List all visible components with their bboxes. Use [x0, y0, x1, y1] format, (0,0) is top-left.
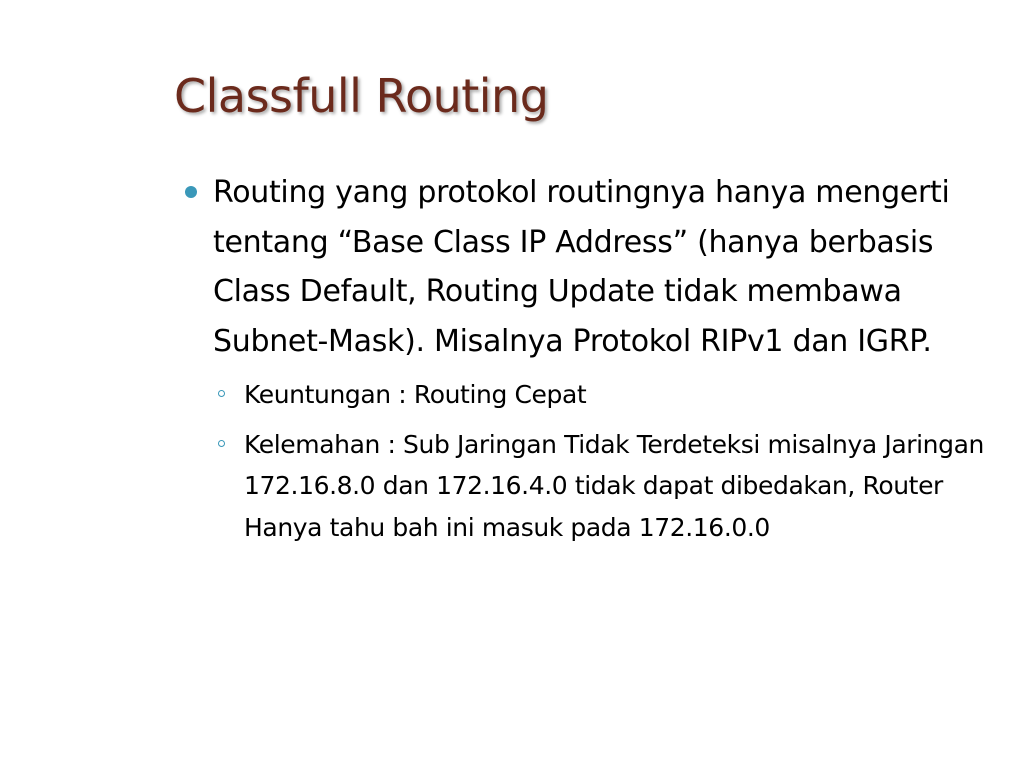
sub-bullet-item-keuntungan	[213, 374, 1002, 416]
ring-bullet-icon	[218, 440, 225, 447]
bullet-dot-icon	[185, 186, 197, 198]
ring-bullet-icon	[218, 390, 225, 397]
sub-bullet-item-kelemahan	[213, 424, 1002, 549]
bullet-text: Routing yang protokol routingnya hanya mengerti tentang “Base Class IP Address” (hanya berbasis Class Default, Routing Update tidak membawa Subnet-Mask). Misalnya Protokol RIPv1 dan IGRP.	[213, 175, 950, 359]
sub-bullet-text: Kelemahan : Sub Jaringan Tidak Terdeteksi misalnya Jaringan 172.16.8.0 dan 172.16.4.0 tidak dapat dibedakan, Router Hanya tahu bah ini masuk pada 172.16.0.0	[244, 429, 984, 542]
sub-bullet-list	[213, 374, 1002, 548]
bullet-item	[182, 168, 1002, 548]
bullet-list	[182, 168, 1002, 556]
sub-bullet-text: Keuntungan : Routing Cepat	[244, 380, 587, 409]
slide-title: Classfull Routing	[174, 69, 549, 123]
